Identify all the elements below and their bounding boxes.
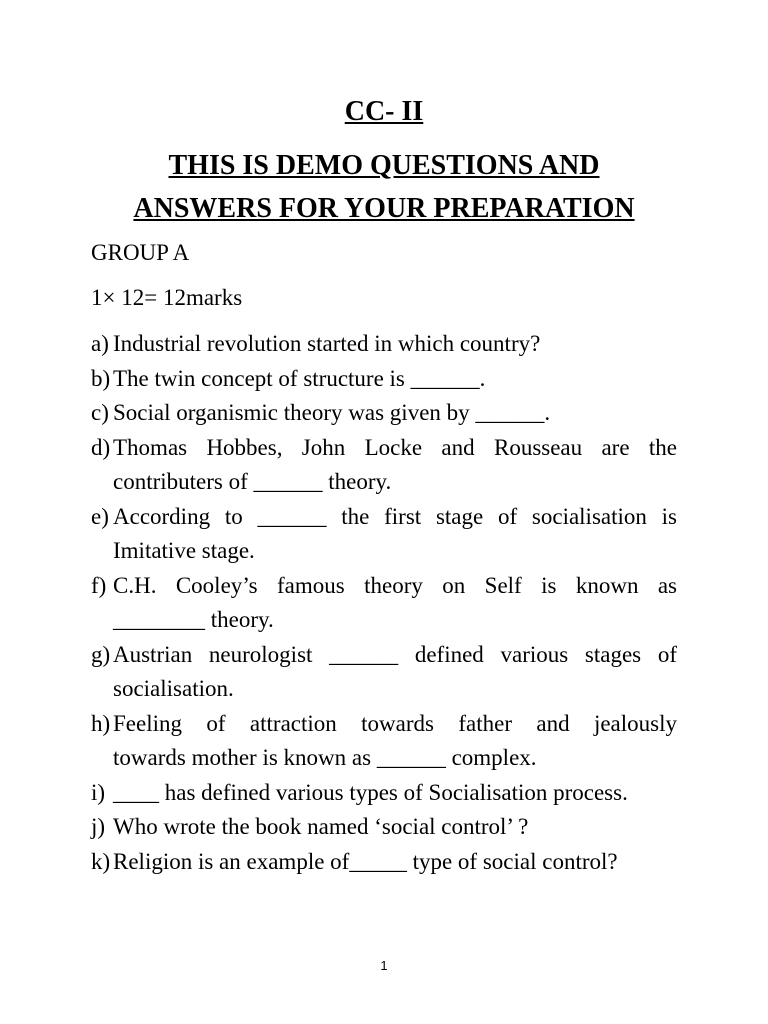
question-item — [91, 396, 677, 431]
question-text-line: Religion is an example of_____ type of social control? — [113, 848, 618, 874]
question-item — [91, 431, 677, 500]
question-text-line: Social organismic theory was given by ______. — [113, 400, 551, 425]
question-label: f) — [91, 572, 107, 598]
question-text-line: Who wrote the book named ‘social control’ ? — [113, 814, 529, 839]
question-text — [113, 776, 677, 811]
question-label: h) — [91, 710, 111, 736]
question-label: a) — [91, 331, 109, 356]
question-label: c) — [91, 400, 109, 425]
question-text-line: Feeling of attraction towards father and jealously — [113, 710, 677, 736]
marks-scheme: 1× 12= 12marks — [91, 285, 243, 310]
question-text — [113, 431, 677, 500]
question-label: i) — [91, 779, 106, 805]
question-text-line: Industrial revolution started in which country? — [113, 331, 541, 356]
question-list — [91, 327, 677, 879]
course-code-title: CC- II — [344, 96, 424, 127]
question-item — [91, 810, 677, 845]
question-item — [91, 845, 677, 880]
question-text — [113, 638, 677, 707]
question-text — [113, 327, 677, 362]
question-text — [113, 396, 677, 431]
question-text-line: Imitative stage. — [113, 538, 255, 563]
question-text-line: Thomas Hobbes, John Locke and Rousseau are the — [113, 434, 677, 460]
question-text-line: Austrian neurologist ______ defined various stages of — [113, 641, 677, 667]
question-item — [91, 327, 677, 362]
question-label: g) — [91, 641, 111, 667]
question-item — [91, 500, 677, 569]
question-text-line: socialisation. — [113, 676, 234, 701]
question-text-line: The twin concept of structure is ______. — [113, 365, 486, 391]
question-text-line: ________ theory. — [113, 607, 274, 632]
question-text-line: ____ has defined various types of Socialisation process. — [113, 779, 628, 805]
question-text — [113, 845, 677, 880]
question-label: b) — [91, 365, 111, 391]
question-text — [113, 569, 677, 638]
page-title-line-1: THIS IS DEMO QUESTIONS AND — [168, 150, 600, 181]
page-title — [0, 144, 768, 230]
question-text — [113, 500, 677, 569]
question-label: j) — [91, 814, 106, 839]
question-item — [91, 362, 677, 397]
question-label: k) — [91, 848, 111, 874]
question-label: d) — [91, 434, 111, 460]
question-text-line: According to ______ the first stage of socialisation is — [113, 503, 677, 529]
question-text — [113, 362, 677, 397]
question-item — [91, 707, 677, 776]
question-text-line: towards mother is known as ______ complex. — [113, 745, 537, 770]
question-text-line: C.H. Cooley’s famous theory on Self is known as — [113, 572, 677, 598]
question-label: e) — [91, 503, 109, 529]
question-text — [113, 810, 677, 845]
question-item — [91, 776, 677, 811]
page-title-line-2: ANSWERS FOR YOUR PREPARATION — [133, 193, 635, 224]
question-text-line: contributers of ______ theory. — [113, 469, 392, 494]
page-number: 1 — [380, 958, 388, 973]
question-text — [113, 707, 677, 776]
group-heading: GROUP A — [91, 240, 190, 265]
question-item — [91, 638, 677, 707]
question-item — [91, 569, 677, 638]
